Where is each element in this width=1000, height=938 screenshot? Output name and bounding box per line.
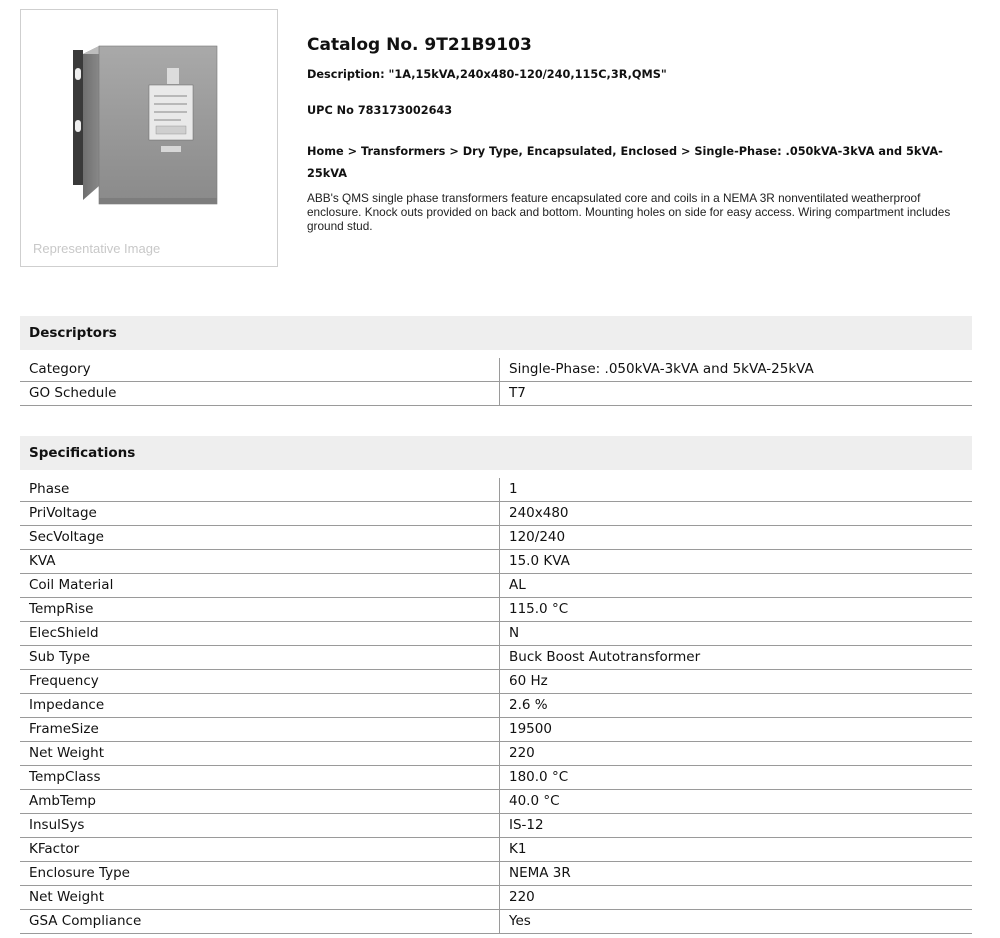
spec-value: N (500, 622, 973, 646)
spec-value: 240x480 (500, 502, 973, 526)
specifications-table (20, 478, 972, 934)
spec-value: 60 Hz (500, 670, 973, 694)
table-row (20, 694, 972, 718)
spec-key: Frequency (20, 670, 500, 694)
spec-key: Enclosure Type (20, 862, 500, 886)
table-row (20, 382, 972, 406)
breadcrumb-separator: > (343, 145, 361, 158)
product-header (307, 33, 967, 233)
specifications-section (20, 436, 972, 934)
spec-key: Sub Type (20, 646, 500, 670)
spec-key: Net Weight (20, 886, 500, 910)
spec-value: Single-Phase: .050kVA-3kVA and 5kVA-25kVA (500, 358, 973, 382)
spec-key: InsulSys (20, 814, 500, 838)
table-row (20, 718, 972, 742)
table-row (20, 670, 972, 694)
spec-value: 220 (500, 886, 973, 910)
table-row (20, 886, 972, 910)
spec-value: AL (500, 574, 973, 598)
spec-value: K1 (500, 838, 973, 862)
spec-key: GSA Compliance (20, 910, 500, 934)
spec-key: ElecShield (20, 622, 500, 646)
table-row (20, 358, 972, 382)
specifications-heading: Specifications (20, 436, 972, 470)
spec-value: NEMA 3R (500, 862, 973, 886)
table-row (20, 766, 972, 790)
spec-key: PriVoltage (20, 502, 500, 526)
spec-key: KVA (20, 550, 500, 574)
descriptors-table (20, 358, 972, 406)
breadcrumb-transformers[interactable]: Transformers (361, 145, 446, 158)
table-row (20, 790, 972, 814)
table-row (20, 862, 972, 886)
spec-key: SecVoltage (20, 526, 500, 550)
breadcrumb (307, 141, 967, 185)
table-row (20, 910, 972, 934)
spec-value: 220 (500, 742, 973, 766)
spec-value: T7 (500, 382, 973, 406)
spec-key: Phase (20, 478, 500, 502)
transformer-enclosure-image (21, 10, 277, 266)
spec-key: AmbTemp (20, 790, 500, 814)
table-row (20, 814, 972, 838)
spec-value: IS-12 (500, 814, 973, 838)
breadcrumb-dry-type[interactable]: Dry Type, Encapsulated, Enclosed (462, 145, 678, 158)
spec-key: GO Schedule (20, 382, 500, 406)
spec-value: 15.0 KVA (500, 550, 973, 574)
table-row (20, 574, 972, 598)
spec-key: FrameSize (20, 718, 500, 742)
table-row (20, 526, 972, 550)
spec-value: 2.6 % (500, 694, 973, 718)
table-row (20, 502, 972, 526)
product-summary: ABB's QMS single phase transformers feature encapsulated core and coils in a NEMA 3R nonventilated weatherproof enclosure. Knock outs provided on back and bottom. Mounting holes on side for easy access. Wiring compartment includes ground stud. (307, 191, 951, 233)
spec-key: Coil Material (20, 574, 500, 598)
upc-number: UPC No 783173002643 (307, 104, 453, 117)
spec-value: 19500 (500, 718, 973, 742)
breadcrumb-separator: > (445, 145, 463, 158)
table-row (20, 742, 972, 766)
spec-value: 1 (500, 478, 973, 502)
product-image-frame (20, 9, 278, 267)
table-row (20, 622, 972, 646)
descriptors-section (20, 316, 972, 406)
breadcrumb-single-phase[interactable]: Single-Phase: .050kVA-3kVA and 5kVA-25kVA (307, 145, 943, 180)
table-row (20, 550, 972, 574)
spec-value: Yes (500, 910, 973, 934)
spec-value: 40.0 °C (500, 790, 973, 814)
spec-key: Impedance (20, 694, 500, 718)
table-row (20, 646, 972, 670)
spec-key: Category (20, 358, 500, 382)
descriptors-heading: Descriptors (20, 316, 972, 350)
catalog-number: Catalog No. 9T21B9103 (307, 35, 532, 55)
spec-value: 115.0 °C (500, 598, 973, 622)
table-row (20, 838, 972, 862)
table-row (20, 478, 972, 502)
spec-key: TempRise (20, 598, 500, 622)
breadcrumb-separator: > (677, 145, 695, 158)
spec-value: 180.0 °C (500, 766, 973, 790)
image-caption: Representative Image (33, 241, 161, 256)
table-row (20, 598, 972, 622)
spec-value: Buck Boost Autotransformer (500, 646, 973, 670)
spec-key: TempClass (20, 766, 500, 790)
spec-value: 120/240 (500, 526, 973, 550)
spec-key: KFactor (20, 838, 500, 862)
product-description: Description: "1A,15kVA,240x480-120/240,115C,3R,QMS" (307, 68, 667, 81)
breadcrumb-home[interactable]: Home (307, 145, 344, 158)
spec-key: Net Weight (20, 742, 500, 766)
